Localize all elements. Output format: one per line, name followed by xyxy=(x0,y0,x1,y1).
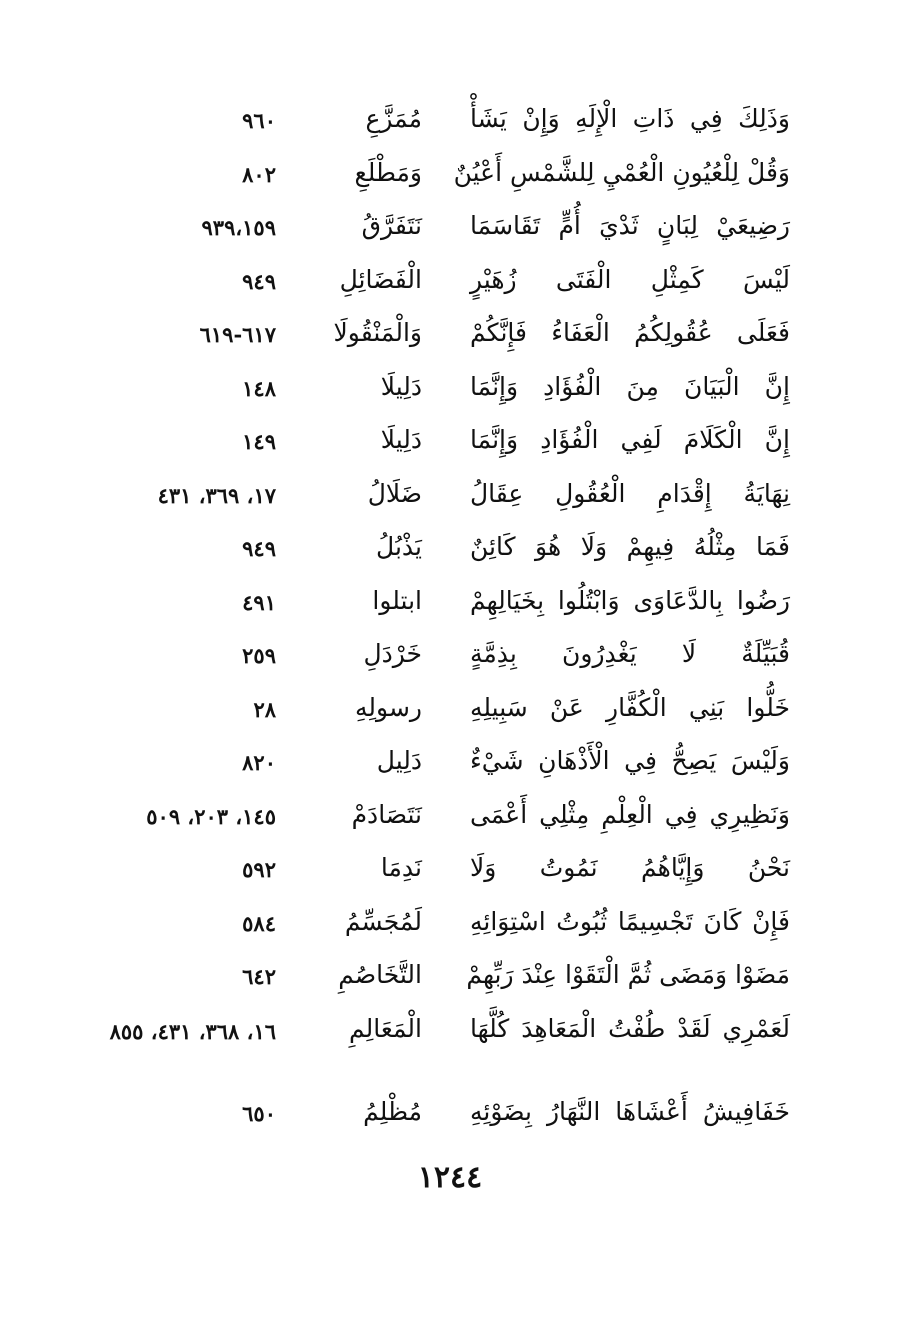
verse-text: خَفَافِيشُ أَعْشَاهَا النَّهَارُ بِضَوْئِهِ xyxy=(470,1096,790,1126)
rhyme-word: دَلِيلَا xyxy=(380,425,422,454)
page-references: ٦٥٠ xyxy=(242,1100,276,1126)
verse-text: وَذَلِكَ فِي ذَاتِ الْإِلَهِ وَإِنْ يَشَأْ xyxy=(470,104,790,133)
index-entry xyxy=(0,1008,900,1091)
verse-text: فَعَلَى عُقُولِكُمُ الْعَفَاءُ فَإِنَّكُمْ xyxy=(470,318,790,347)
rhyme-word: وَالْمَنْقُولَا xyxy=(333,318,422,347)
page-references: ١٤٨ xyxy=(242,375,276,401)
index-entry xyxy=(0,1091,900,1145)
page-references: ٢٨ xyxy=(253,696,276,722)
page-references: ٦٤٢ xyxy=(242,964,276,989)
page-references: ٨٢٠ xyxy=(242,750,276,775)
rhyme-word: دَلِيلَا xyxy=(380,371,422,401)
rhyme-word: الْفَضَائِلِ xyxy=(339,264,422,294)
verse-text: فَمَا مِثْلُهُ فِيهِمْ وَلَا هُوَ كَائِنٌ xyxy=(470,532,790,561)
index-entry xyxy=(0,847,900,901)
rhyme-word: الْمَعَالِمِ xyxy=(349,1013,422,1043)
verse-text: إِنَّ الْكَلَامَ لَفِي الْفُؤَادِ وَإِنَّمَا xyxy=(470,425,790,454)
index-entry xyxy=(0,419,900,473)
index-entry xyxy=(0,205,900,259)
page-references: ١٦، ٣٦٨، ٤٣١، ٨٥٥ xyxy=(109,1018,276,1044)
page-references: ٩٤٩ xyxy=(242,536,276,561)
page-references: ٨٠٢ xyxy=(242,161,276,187)
index-entry xyxy=(0,526,900,580)
page-number: ١٢٤٤ xyxy=(417,1160,483,1195)
verse-index-list xyxy=(0,98,900,1144)
rhyme-word: نَتَفَرَّقُ xyxy=(361,211,422,240)
rhyme-word: رسولِهِ xyxy=(355,692,422,722)
rhyme-word: خَرْدَلِ xyxy=(363,639,422,668)
verse-text: لَعَمْرِي لَقَدْ طُفْتُ الْمَعَاهِدَ كُلَّهَا xyxy=(470,1013,790,1043)
verse-text: لَيْسَ كَمِثْلِ الْفَتَى زُهَيْرٍ xyxy=(470,264,790,294)
index-entry xyxy=(0,366,900,420)
page-references: ٤٩١ xyxy=(242,589,276,615)
rhyme-word: نَتَصَادَمْ xyxy=(351,799,422,829)
verse-text: خَلُّوا بَنِي الْكُفَّارِ عَنْ سَبِيلِهِ xyxy=(470,692,790,722)
verse-text: إِنَّ الْبَيَانَ مِنَ الْفُؤَادِ وَإِنَّمَا xyxy=(470,371,790,401)
page-references: ٥٨٤ xyxy=(242,910,276,936)
rhyme-word: مُظْلِمُ xyxy=(363,1096,422,1126)
index-entry xyxy=(0,794,900,848)
page-references: ٦١٧-٦١٩ xyxy=(199,322,276,347)
rhyme-word: مُمَزَّعِ xyxy=(365,104,422,133)
rhyme-word: دَلِيل xyxy=(376,746,422,775)
verse-text: نِهَايَةُ إِقْدَامِ الْعُقُولِ عِقَالُ xyxy=(470,478,790,508)
index-entry xyxy=(0,152,900,206)
index-entry xyxy=(0,259,900,313)
index-entry xyxy=(0,633,900,687)
page-references: ٩٣٩،١٥٩ xyxy=(201,215,276,240)
verse-text: نَحْنُ وَإِيَّاهُمُ نَمُوتُ وَلَا xyxy=(470,853,790,882)
verse-text: رَضِيعَيْ لِبَانٍ ثَدْيَ أُمٍّ تَقَاسَمَا xyxy=(470,211,790,240)
page-references: ١٤٥، ٢٠٣، ٥٠٩ xyxy=(146,803,276,829)
rhyme-word: لَمُجَسِّمُ xyxy=(344,906,422,936)
page-references: ١٧، ٣٦٩، ٤٣١ xyxy=(157,482,276,508)
index-entry xyxy=(0,740,900,794)
page-references: ٥٩٢ xyxy=(242,857,276,882)
verse-text: رَضُوا بِالدَّعَاوَى وَابْتُلُوا بِخَيَالِهِمْ xyxy=(470,585,790,615)
rhyme-word: التَّخَاصُمِ xyxy=(338,960,422,989)
rhyme-word: ابتلوا xyxy=(372,585,422,615)
verse-text: مَضَوْا وَمَضَى ثُمَّ الْتَقَوْا عِنْدَ رَبِّهِمْ xyxy=(466,960,790,989)
verse-text: وَقُلْ لِلْعُيُونِ الْعُمْيِ لِلشَّمْسِ أَعْيُنٌ xyxy=(453,157,790,187)
rhyme-word: نَدِمَا xyxy=(380,853,422,882)
rhyme-word: وَمَطْلَعِ xyxy=(354,157,422,187)
verse-text: وَلَيْسَ يَصِحُّ فِي الْأَذْهَانِ شَيْءٌ xyxy=(470,746,790,775)
index-entry xyxy=(0,687,900,741)
index-entry xyxy=(0,473,900,527)
verse-text: فَإِنْ كَانَ تَجْسِيمًا ثُبُوتُ اسْتِوَائِهِ xyxy=(470,906,790,936)
verse-text: وَنَظِيرِي فِي الْعِلْمِ مِثْلِي أَعْمَى xyxy=(470,799,790,829)
page-references: ٢٥٩ xyxy=(242,643,276,668)
page-references: ٩٤٩ xyxy=(242,268,276,294)
index-entry xyxy=(0,312,900,366)
rhyme-word: يَذْبُلُ xyxy=(376,532,422,561)
index-entry xyxy=(0,954,900,1008)
page-references: ٩٦٠ xyxy=(242,108,276,133)
page-references: ١٤٩ xyxy=(242,429,276,454)
verse-text: قُبَيِّلَةٌ لَا يَغْدِرُونَ بِذِمَّةٍ xyxy=(470,639,790,668)
index-entry xyxy=(0,98,900,152)
index-entry xyxy=(0,901,900,955)
index-entry xyxy=(0,580,900,634)
rhyme-word: ضَلَالُ xyxy=(367,478,422,508)
